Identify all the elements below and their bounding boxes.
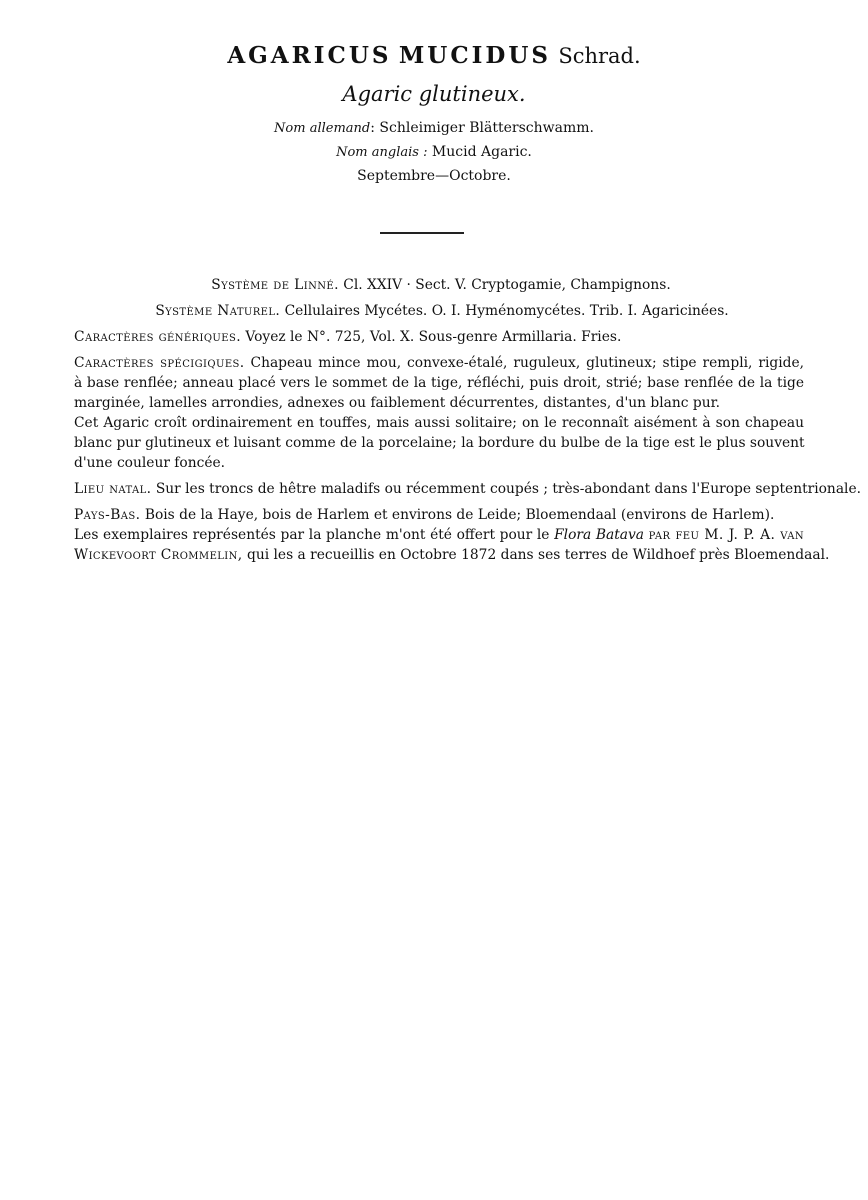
german-label: Nom allemand [274,121,371,136]
exemplaires-line-2 [74,545,830,565]
species-title [0,40,868,72]
french-name: Agaric glutineux. [342,82,526,106]
naturel-label: Système Naturel. [155,303,281,319]
specifiques-text-1: Chapeau mince mou, convexe-étalé, ruguleux, glutineux; stipe rempli, rigide, [250,355,804,371]
specifiques-label: Caractères spécigiques. [74,355,245,371]
english-label: Nom anglais : [336,145,428,160]
lieu-text: Sur les troncs de hêtre maladifs ou récemment coupés ; très-abondant dans l'Europe septentrionale. [155,481,862,497]
english-name-line [0,142,868,163]
pays-line [74,505,804,525]
naturel-text: Cellulaires Mycétes. O. I. Hyménomycétes. Trib. I. Agaricinées. [284,303,729,319]
flora-batava: Flora Batava [554,527,645,543]
pays-label: Pays-Bas. [74,507,141,523]
linne-line [74,275,804,295]
exemplaires-line-1 [74,525,804,545]
divider-rule [380,232,464,234]
agaric-line-1: Cet Agaric croît ordinairement en touffes, mais aussi solitaire; on le reconnaît aisément à son chapeau [74,415,804,431]
generiques-label: Caractères génériques. [74,329,241,345]
generiques-line [74,327,804,347]
linne-text: Cl. XXIV · Sect. V. Cryptogamie, Champignons. [343,277,671,293]
naturel-line [74,301,804,321]
agaric-line-2: blanc pur glutineux et luisant comme de la porcelaine; la bordure du bulbe de la tige est le plus souvent [74,435,805,451]
exemplaires-text-1a: Les exemplaires représentés par la planche m'ont été offert pour le [74,527,550,543]
exemplaires-text-1b: par feu M. J. P. A. van [648,527,804,543]
agaric-line-3: d'une couleur foncée. [74,455,226,471]
species-name: MUCIDUS [398,42,552,69]
lieu-label: Lieu natal. [74,481,152,497]
exemplaires-text-2: qui les a recueillis en Octobre 1872 dans ses terres de Wildhoef près Bloemendaal. [246,547,830,563]
genus-name: AGARICUS [227,42,392,69]
pays-text: Bois de la Haye, bois de Harlem et environs de Leide; Bloemendaal (environs de Harlem). [144,507,775,523]
collector-name: Wickevoort Crommelin, [74,547,243,563]
season: Septembre—Octobre. [357,168,511,184]
english-name: Mucid Agaric. [431,144,532,160]
german-name: Schleimiger Blätterschwamm. [379,120,594,136]
description-body [74,275,862,565]
author-name: Schrad. [558,44,641,68]
specifiques-line-3: marginée, lamelles arrondies, adnexes ou faiblement décurrentes, distantes, d'un blanc pur. [74,395,721,411]
german-name-line: Nom allemand: Schleimiger Blätterschwamm. [274,120,594,136]
lieu-line [74,479,862,499]
generiques-text: Voyez le N°. 725, Vol. X. Sous-genre Armillaria. Fries. [245,329,622,345]
specifiques-line-2: à base renflée; anneau placé vers le sommet de la tige, réfléchi, puis droit, strié; base renflée de la tige [74,375,804,391]
specifiques-line-1 [74,353,804,373]
linne-label: Système de Linné. [211,277,339,293]
